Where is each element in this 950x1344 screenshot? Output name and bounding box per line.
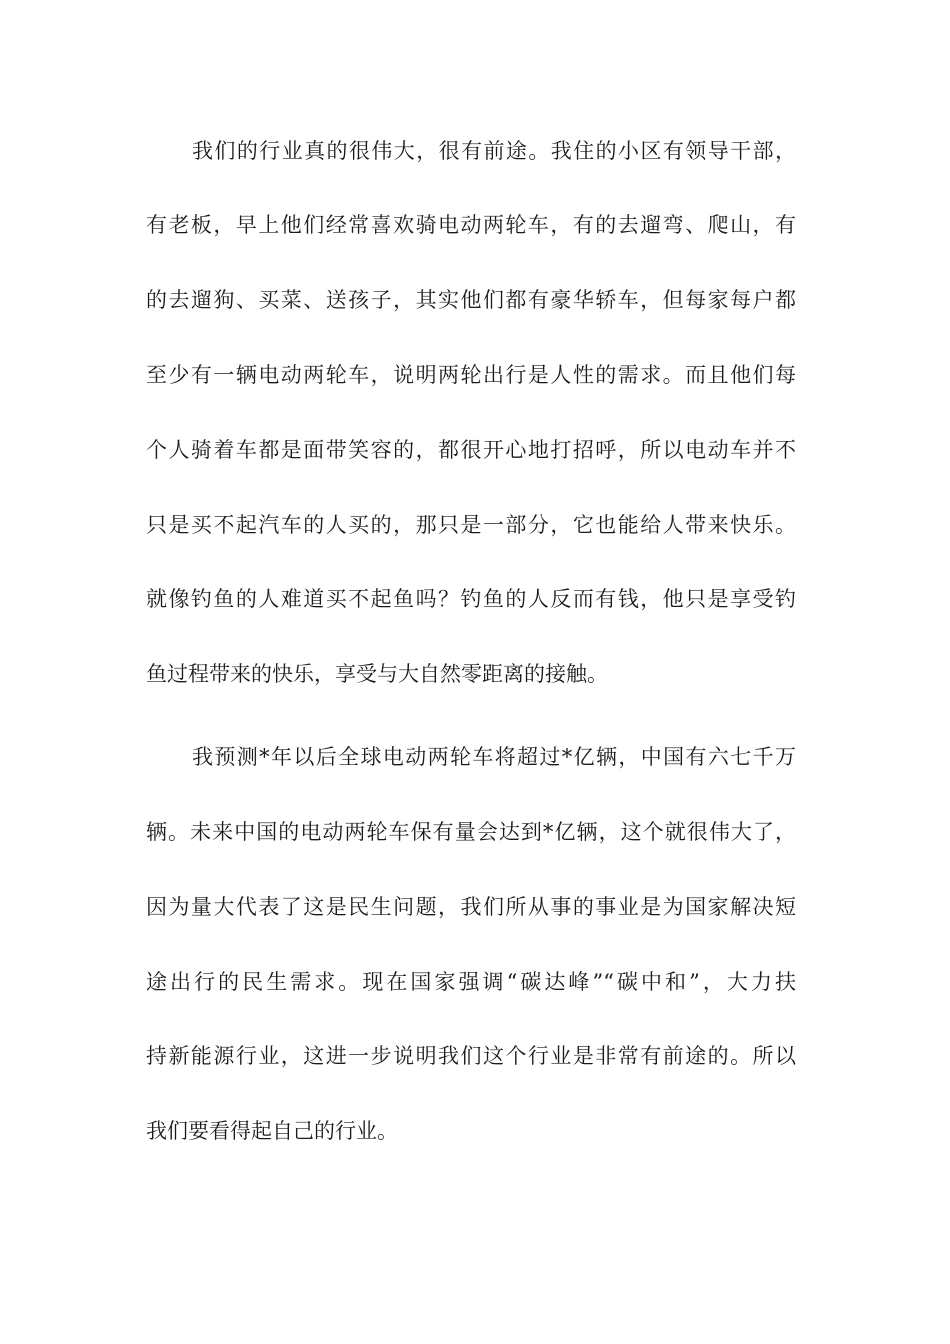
- paragraph-1-line-6: 只是买不起汽车的人买的，那只是一部分，它也能给人带来快乐。: [146, 513, 796, 537]
- paragraph-2-line-2: 辆。未来中国的电动两轮车保有量会达到*亿辆，这个就很伟大了，: [146, 820, 796, 844]
- paragraph-2-line-1: 我预测*年以后全球电动两轮车将超过*亿辆，中国有六七千万: [192, 745, 796, 769]
- paragraph-1-line-4: 至少有一辆电动两轮车，说明两轮出行是人性的需求。而且他们每: [146, 363, 796, 387]
- paragraph-1-line-5: 个人骑着车都是面带笑容的，都很开心地打招呼，所以电动车并不: [146, 438, 796, 462]
- paragraph-2-line-5: 持新能源行业，这进一步说明我们这个行业是非常有前途的。所以: [146, 1044, 796, 1068]
- paragraph-2-line-4: 途出行的民生需求。现在国家强调“碳达峰”“碳中和”，大力扶: [146, 970, 796, 994]
- paragraph-1-line-2: 有老板，早上他们经常喜欢骑电动两轮车，有的去遛弯、爬山，有: [146, 213, 796, 237]
- paragraph-1-line-1: 我们的行业真的很伟大，很有前途。我住的小区有领导干部，: [192, 139, 796, 163]
- paragraph-1-line-3: 的去遛狗、买菜、送孩子，其实他们都有豪华轿车，但每家每户都: [146, 288, 796, 312]
- paragraph-1-line-7: 就像钓鱼的人难道买不起鱼吗？钓鱼的人反而有钱，他只是享受钓: [146, 587, 796, 611]
- paragraph-1-line-8: 鱼过程带来的快乐，享受与大自然零距离的接触。: [146, 662, 608, 686]
- paragraph-2-line-3: 因为量大代表了这是民生问题，我们所从事的事业是为国家解决短: [146, 895, 796, 919]
- paragraph-2-line-6: 我们要看得起自己的行业。: [146, 1119, 398, 1143]
